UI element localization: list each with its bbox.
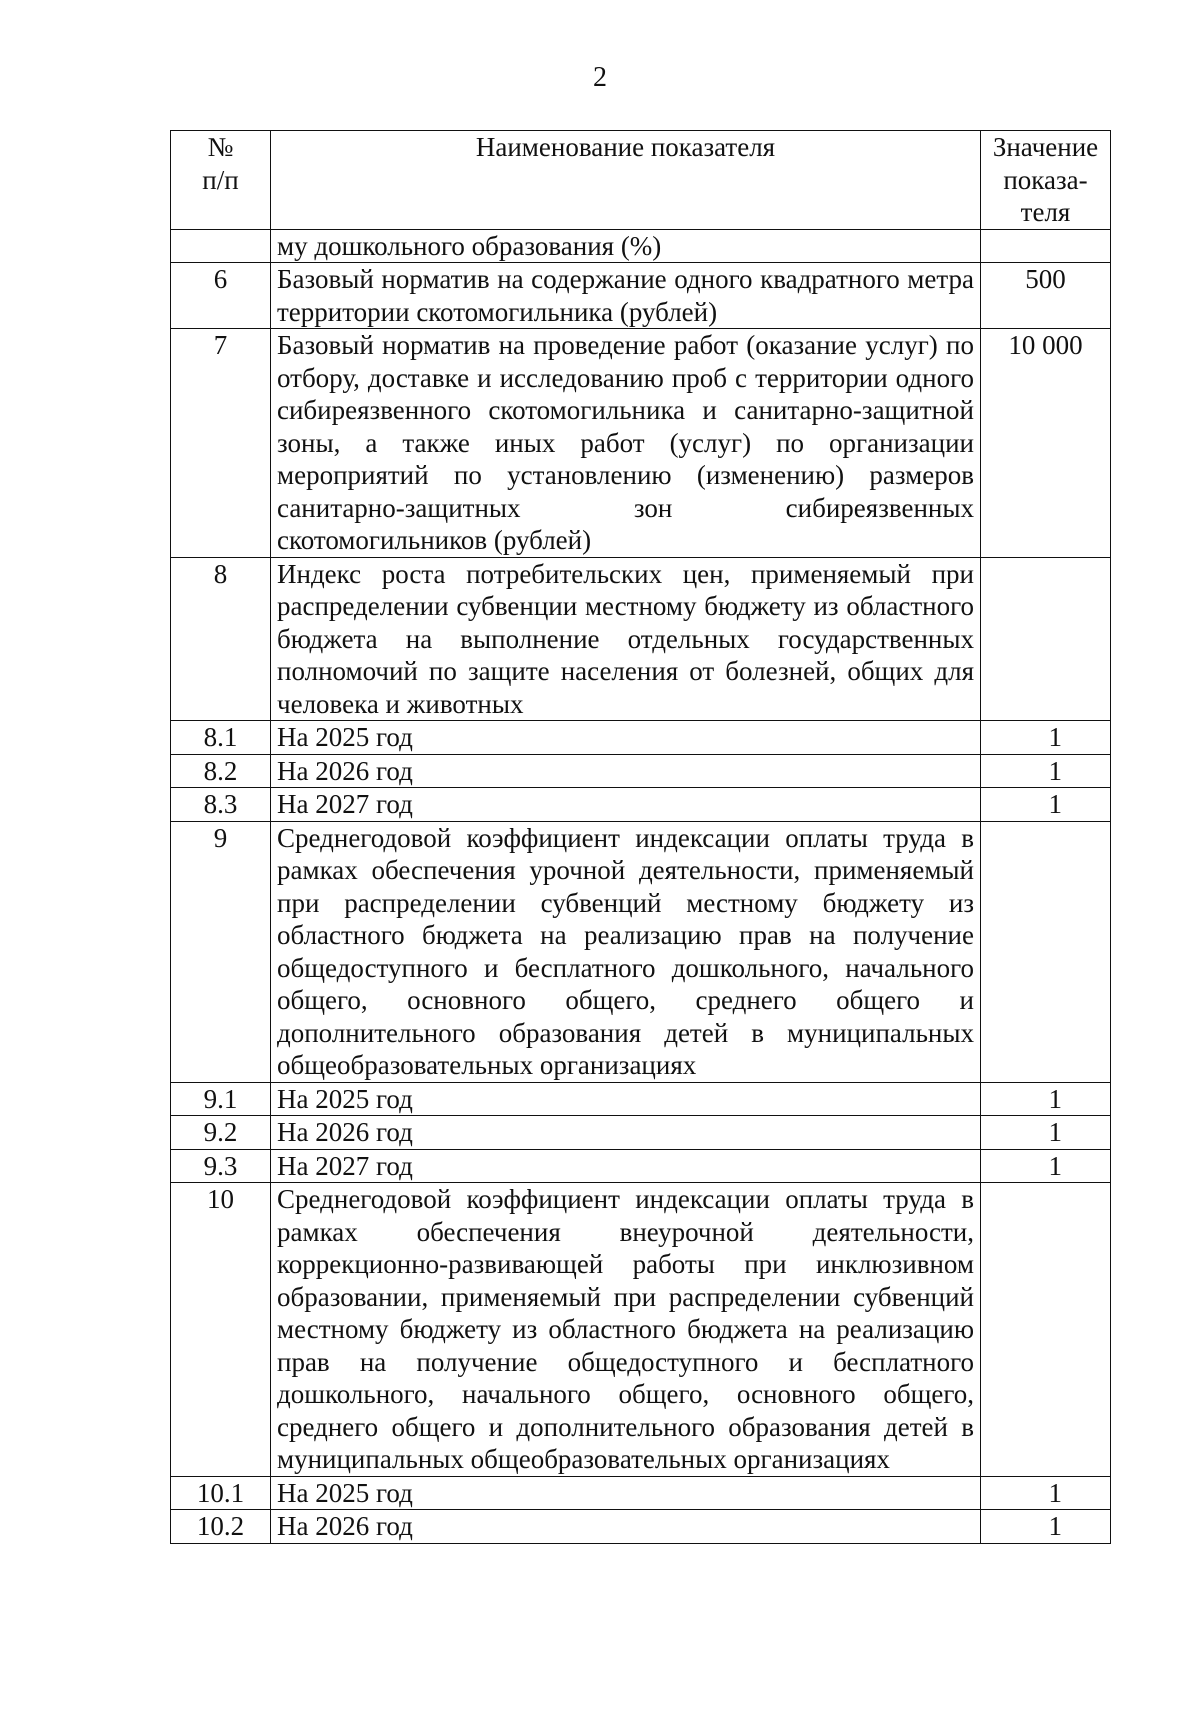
row-indicator-name: На 2026 год	[271, 1116, 981, 1150]
page-number: 2	[593, 62, 607, 93]
table-row	[171, 1476, 1111, 1510]
row-number: 8.2	[171, 754, 271, 788]
row-indicator-name: Индекс роста потребительских цен, применяемый при распределении субвенции местному бюджету из областного бюджета на выполнение отдельных государственных полномочий по защите населения от болезней, общих для человека и животных	[271, 557, 981, 721]
row-number: 8.3	[171, 788, 271, 822]
table-row	[171, 1116, 1111, 1150]
row-indicator-value	[981, 557, 1111, 721]
table-row	[171, 754, 1111, 788]
table-row	[171, 1510, 1111, 1544]
row-number	[171, 229, 271, 263]
table-row	[171, 1183, 1111, 1477]
header-value-line2: показа-	[1003, 164, 1088, 195]
row-number: 9	[171, 821, 271, 1082]
table-row	[171, 788, 1111, 822]
row-indicator-name: На 2025 год	[271, 721, 981, 755]
row-indicator-value: 1	[981, 788, 1111, 822]
row-number: 8	[171, 557, 271, 721]
row-indicator-name: На 2027 год	[271, 1149, 981, 1183]
table-header	[171, 131, 1111, 230]
header-value-line3: теля	[1020, 197, 1071, 227]
row-indicator-value: 1	[981, 1510, 1111, 1544]
header-number-line1: №	[207, 132, 234, 162]
header-number-line2: п/п	[202, 164, 239, 195]
row-number: 10.2	[171, 1510, 271, 1544]
table-row	[171, 821, 1111, 1082]
row-indicator-value	[981, 1183, 1111, 1477]
table-row	[171, 1082, 1111, 1116]
row-number: 10	[171, 1183, 271, 1477]
row-indicator-value	[981, 821, 1111, 1082]
header-row	[171, 131, 1111, 230]
row-number: 7	[171, 329, 271, 558]
row-indicator-name: му дошкольного образования (%)	[271, 229, 981, 263]
table-row	[171, 263, 1111, 329]
row-indicator-value: 1	[981, 721, 1111, 755]
header-value-line1: Значение	[992, 132, 1099, 162]
row-number: 9.3	[171, 1149, 271, 1183]
row-indicator-value: 10 000	[981, 329, 1111, 558]
row-indicator-value	[981, 229, 1111, 263]
row-indicator-value: 1	[981, 1116, 1111, 1150]
row-indicator-value: 500	[981, 263, 1111, 329]
header-indicator-name: Наименование показателя	[271, 131, 981, 230]
table-row	[171, 329, 1111, 558]
row-indicator-name: На 2025 год	[271, 1082, 981, 1116]
row-indicator-value: 1	[981, 1082, 1111, 1116]
row-indicator-value: 1	[981, 1149, 1111, 1183]
row-indicator-name: Базовый норматив на содержание одного квадратного метра территории скотомогильника (рублей)	[271, 263, 981, 329]
table-row	[171, 557, 1111, 721]
row-indicator-name: На 2025 год	[271, 1476, 981, 1510]
table-body	[171, 229, 1111, 1543]
row-number: 9.1	[171, 1082, 271, 1116]
header-number	[171, 131, 271, 230]
row-number: 10.1	[171, 1476, 271, 1510]
header-indicator-value	[981, 131, 1111, 230]
table-row	[171, 1149, 1111, 1183]
row-indicator-name: На 2026 год	[271, 754, 981, 788]
row-indicator-name: Среднегодовой коэффициент индексации оплаты труда в рамках обеспечения урочной деятельности, применяемый при распределении субвенций местному бюджету из областного бюджета на реализацию прав на получение общедоступного и бесплатного дошкольного, начального общего, основного общего, среднего общего и дополнительного образования детей в муниципальных общеобразовательных организациях	[271, 821, 981, 1082]
row-number: 9.2	[171, 1116, 271, 1150]
row-indicator-name: На 2027 год	[271, 788, 981, 822]
table-row	[171, 721, 1111, 755]
row-indicator-name: Базовый норматив на проведение работ (оказание услуг) по отбору, доставке и исследованию проб с территории одного сибиреязвенного скотомогильника и санитарно-защитной зоны, а также иных работ (услуг) по организации мероприятий по установлению (изменению) размеров санитарно-защитных зон сибиреязвенных скотомогильников (рублей)	[271, 329, 981, 558]
row-indicator-name: На 2026 год	[271, 1510, 981, 1544]
row-indicator-value: 1	[981, 1476, 1111, 1510]
table-row	[171, 229, 1111, 263]
indicators-table	[170, 130, 1111, 1544]
row-indicator-value: 1	[981, 754, 1111, 788]
row-number: 8.1	[171, 721, 271, 755]
row-number: 6	[171, 263, 271, 329]
row-indicator-name: Среднегодовой коэффициент индексации оплаты труда в рамках обеспечения внеурочной деятельности, коррекционно-развивающей работы при инклюзивном образовании, применяемый при распределении субвенций местному бюджету из областного бюджета на реализацию прав на получение общедоступного и бесплатного дошкольного, начального общего, основного общего, среднего общего и дополнительного образования детей в муниципальных общеобразовательных организациях	[271, 1183, 981, 1477]
